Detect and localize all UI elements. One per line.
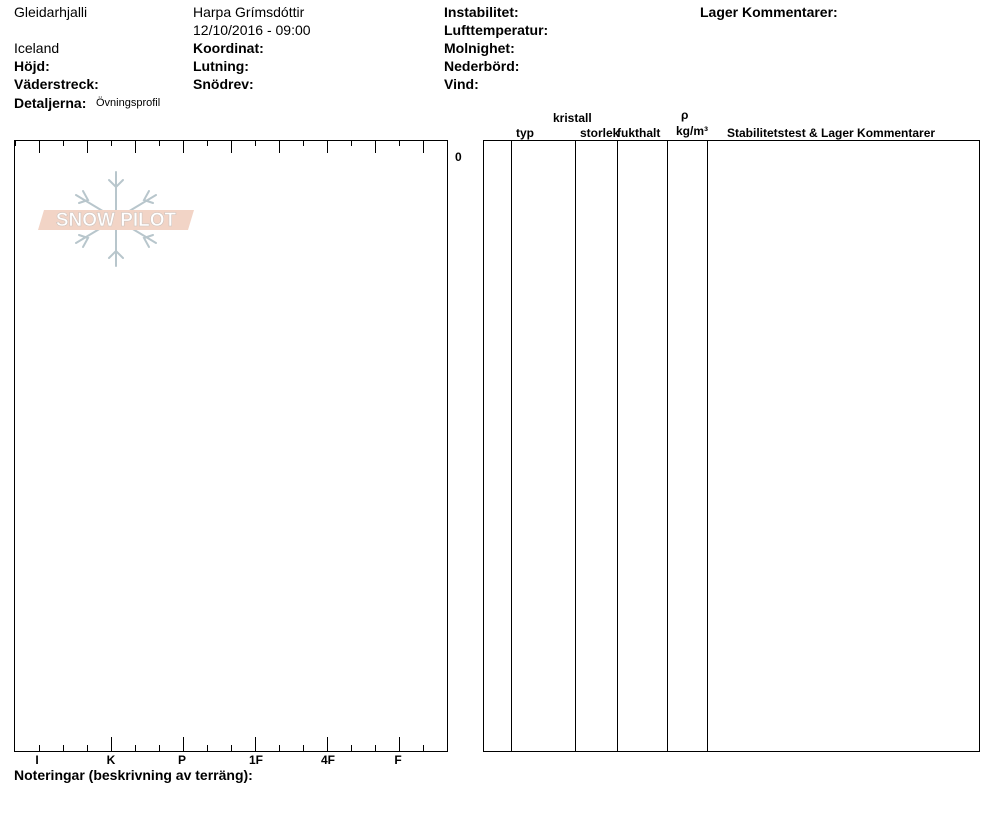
top-tick [303, 141, 304, 146]
details-label: Detaljerna: [14, 95, 87, 111]
type-header: typ [516, 126, 534, 140]
observer-name: Harpa Grímsdóttir [193, 4, 305, 20]
layer-comments-label: Lager Kommentarer: [700, 4, 838, 20]
top-tick [423, 141, 424, 153]
hardness-label-four-fingers: 4F [320, 753, 335, 767]
sky-label: Molnighet: [444, 40, 515, 56]
bottom-tick [351, 745, 352, 751]
bottom-tick [135, 745, 136, 751]
top-tick [351, 141, 352, 146]
slope-label: Lutning: [193, 58, 249, 74]
layer-table [483, 140, 980, 752]
size-header: storlek [580, 126, 620, 140]
hardness-label-fist-f: F [394, 753, 402, 767]
column-divider [575, 141, 576, 751]
top-tick [63, 141, 64, 146]
observation-datetime: 12/10/2016 - 09:00 [193, 22, 311, 38]
top-tick [39, 141, 40, 153]
density-rho-header: ρ [681, 108, 689, 122]
bottom-tick [111, 737, 112, 751]
top-tick [183, 141, 184, 153]
top-tick [279, 141, 280, 153]
bottom-tick [423, 745, 424, 751]
moisture-header: fukthalt [617, 126, 661, 140]
hardness-label-pencil: P [177, 753, 186, 767]
aspect-label: Väderstreck: [14, 76, 99, 92]
top-tick [207, 141, 208, 146]
stability-header: Stabilitetstest & Lager Kommentarer [727, 126, 936, 140]
bottom-tick [183, 737, 184, 751]
bottom-tick [63, 745, 64, 751]
coordinate-label: Koordinat: [193, 40, 264, 56]
hardness-label-knife: K [106, 753, 116, 767]
notes-label: Noteringar (beskrivning av terräng): [14, 767, 253, 783]
top-tick [87, 141, 88, 153]
density-unit-header: kg/m³ [676, 124, 709, 138]
column-divider [617, 141, 618, 751]
top-tick [159, 141, 160, 146]
column-divider [667, 141, 668, 751]
location-name: Gleidarhjalli [14, 4, 88, 20]
logo-text: SNOW PILOT [55, 210, 177, 231]
top-tick [231, 141, 232, 153]
precip-label: Nederbörd: [444, 58, 520, 74]
bottom-tick [375, 745, 376, 751]
instability-label: Instabilitet: [444, 4, 519, 20]
bottom-tick [399, 737, 400, 751]
air-temp-label: Lufttemperatur: [444, 22, 549, 38]
bottom-tick [255, 737, 256, 751]
bottom-tick [159, 745, 160, 751]
bottom-tick [39, 745, 40, 751]
hardness-label-fist: I [35, 753, 39, 767]
top-tick [375, 141, 376, 153]
column-divider [707, 141, 708, 751]
crystal-header: kristall [553, 111, 592, 125]
top-tick [399, 141, 400, 146]
bottom-tick [303, 745, 304, 751]
top-tick [15, 141, 16, 146]
bottom-tick [87, 745, 88, 751]
top-tick [327, 141, 328, 153]
bottom-tick [207, 745, 208, 751]
country-name: Iceland [14, 40, 60, 56]
details-value: Övningsprofil [96, 97, 161, 109]
snowpilot-logo [38, 170, 198, 270]
bottom-tick [327, 737, 328, 751]
top-tick [255, 141, 256, 146]
column-divider [511, 141, 512, 751]
depth-zero-label: 0 [455, 150, 462, 164]
bottom-tick [279, 745, 280, 751]
elevation-label: Höjd: [14, 58, 50, 74]
wind-label: Vind: [444, 76, 479, 92]
top-tick [111, 141, 112, 146]
bottom-tick [231, 745, 232, 751]
top-tick [135, 141, 136, 153]
hardness-label-one-finger: 1F [248, 753, 263, 767]
wind-loading-label: Snödrev: [193, 76, 254, 92]
